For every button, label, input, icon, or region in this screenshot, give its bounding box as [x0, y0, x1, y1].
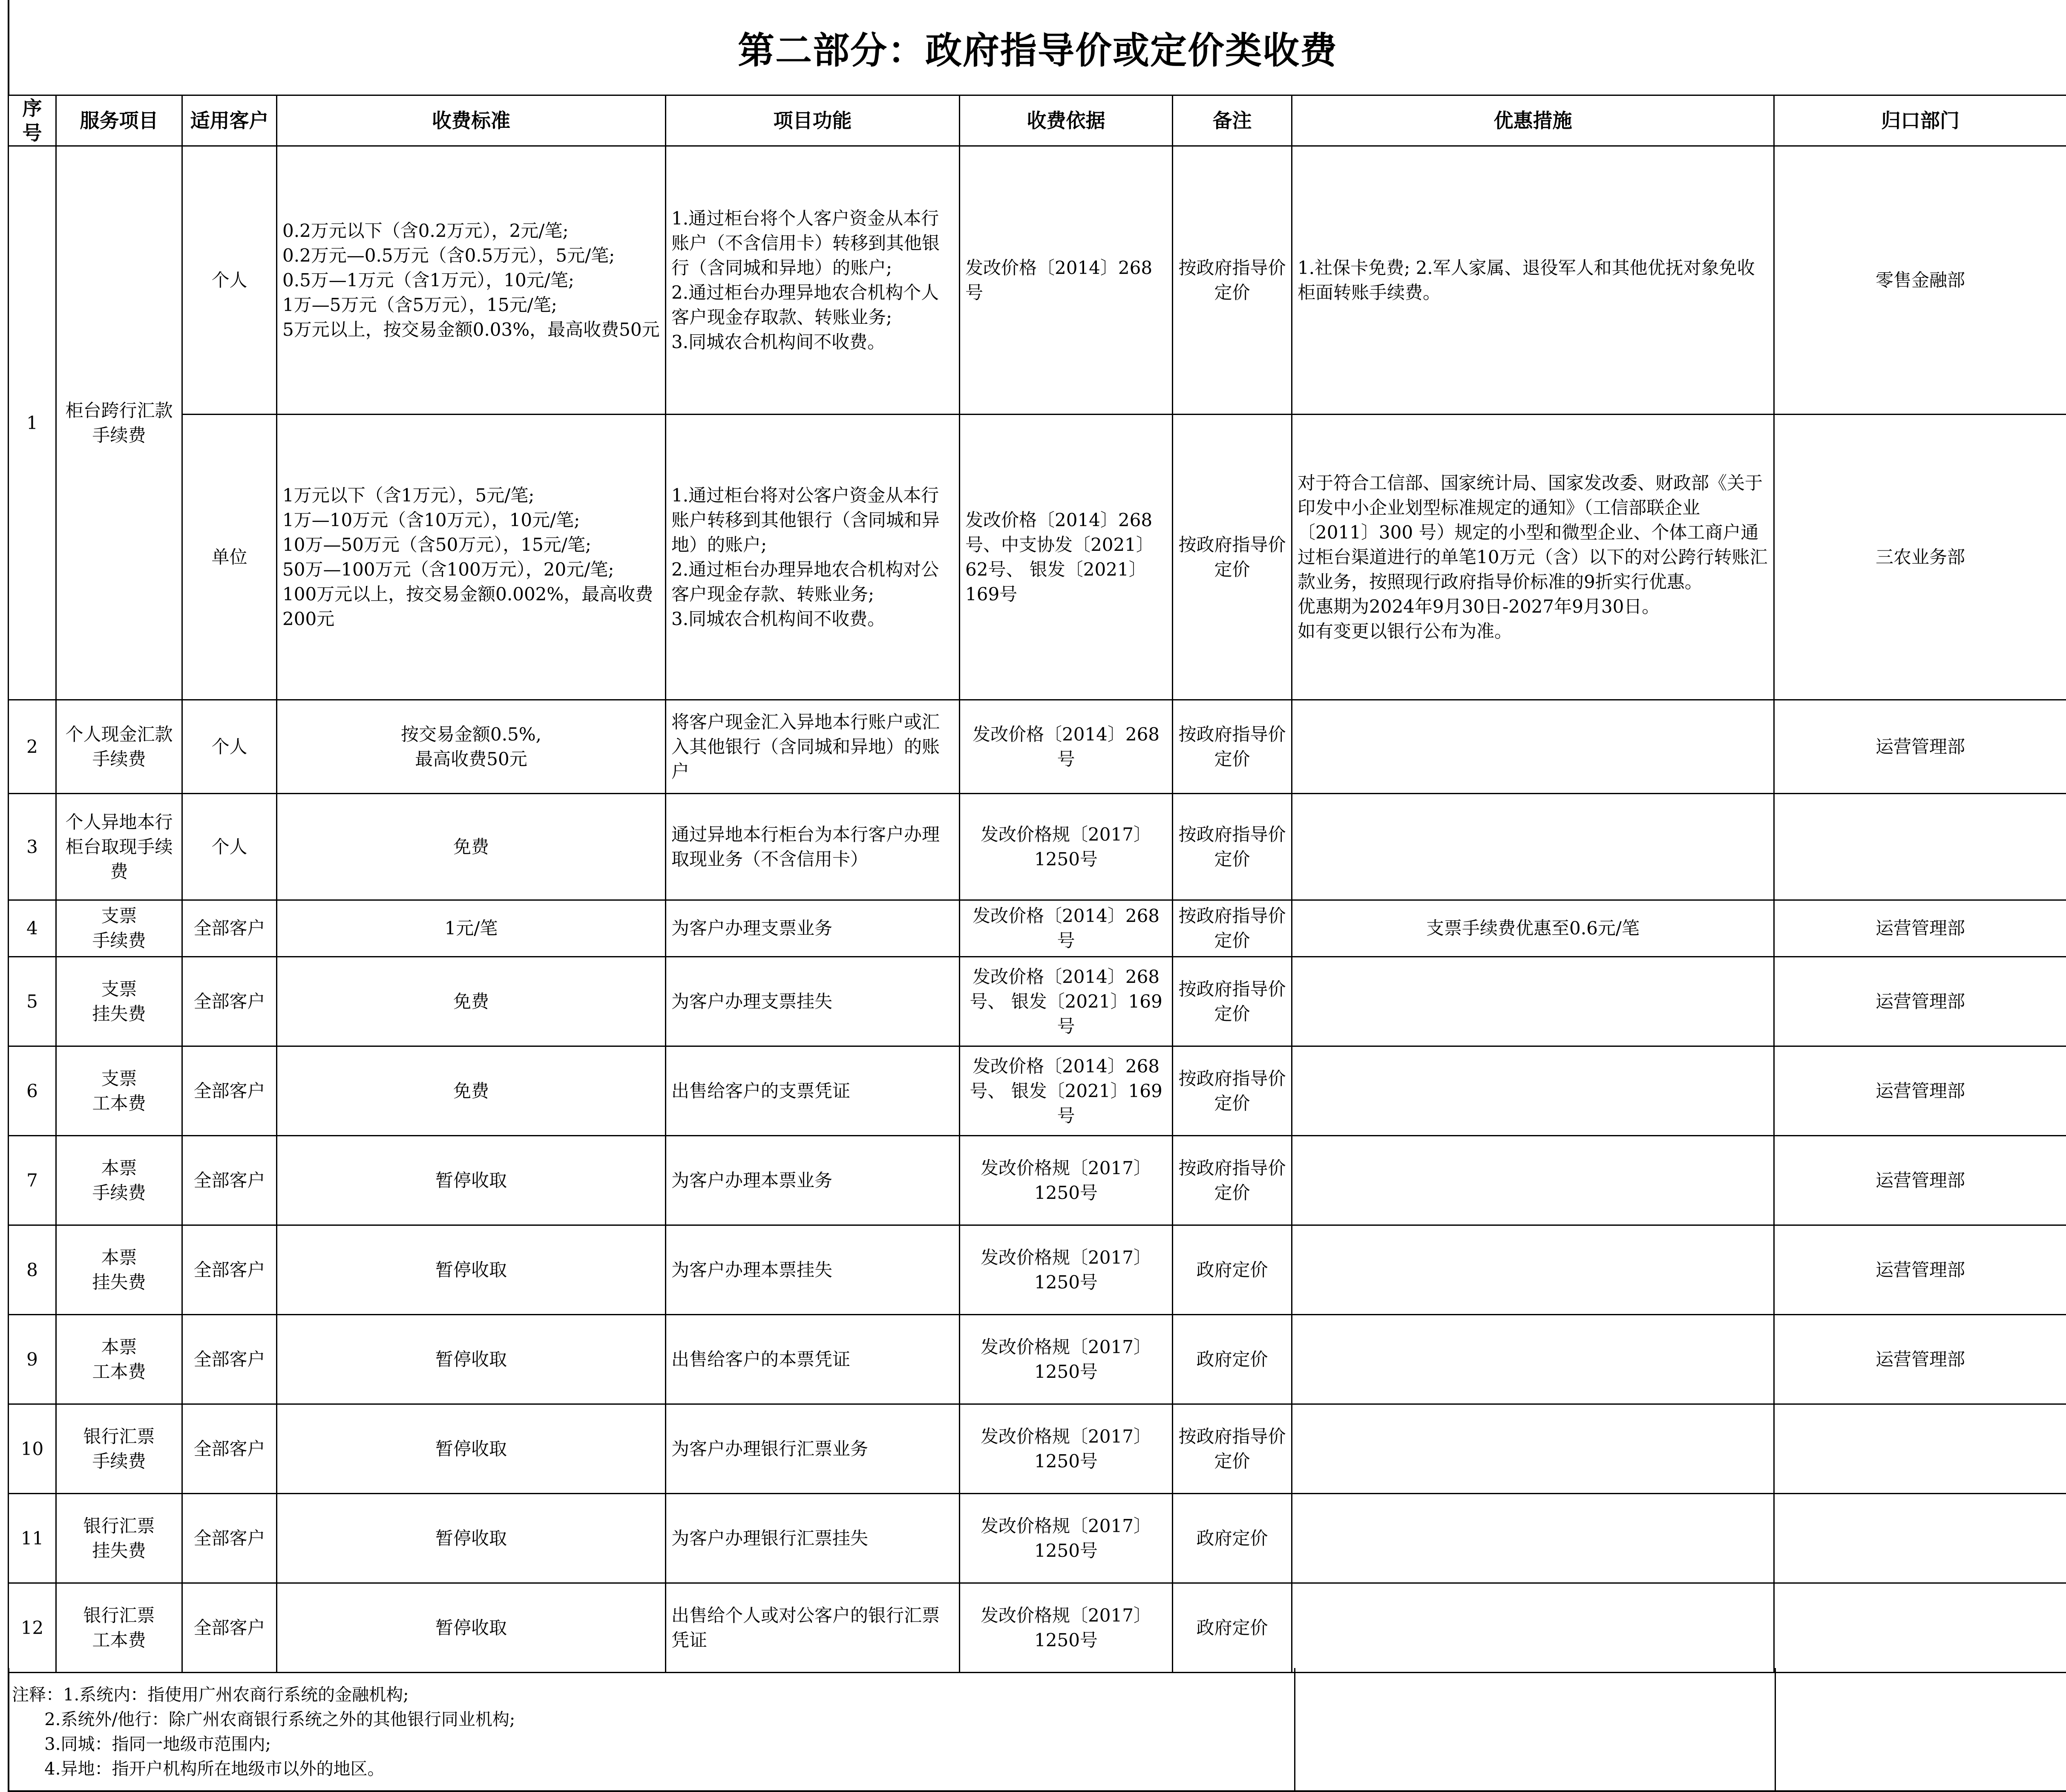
remark: 政府定价 — [1173, 1583, 1292, 1673]
header-cell: 备注 — [1173, 95, 1292, 146]
department: 运营管理部 — [1774, 700, 2066, 794]
discount — [1292, 1404, 1774, 1494]
item-function: 为客户办理银行汇票业务 — [666, 1404, 960, 1494]
service-item: 银行汇票 挂失费 — [56, 1494, 182, 1583]
item-function: 为客户办理支票业务 — [666, 900, 960, 957]
customer-type: 全部客户 — [182, 1046, 277, 1136]
discount — [1292, 1136, 1774, 1225]
header-cell: 服务项目 — [56, 95, 182, 146]
header-cell: 项目功能 — [666, 95, 960, 146]
row-number: 6 — [9, 1046, 56, 1136]
customer-type: 全部客户 — [182, 1136, 277, 1225]
fee-basis: 发改价格〔2014〕268号、中支协发〔2021〕62号、 银发〔2021〕169号 — [960, 415, 1173, 700]
row-number: 10 — [9, 1404, 56, 1494]
item-function: 为客户办理银行汇票挂失 — [666, 1494, 960, 1583]
table-row — [9, 1225, 2066, 1315]
header-cell: 适用客户 — [182, 95, 277, 146]
customer-type: 全部客户 — [182, 1404, 277, 1494]
discount: 支票手续费优惠至0.6元/笔 — [1292, 900, 1774, 957]
department — [1774, 1494, 2066, 1583]
discount — [1292, 957, 1774, 1046]
fee-basis: 发改价格〔2014〕268号、 银发〔2021〕169号 — [960, 957, 1173, 1046]
remark: 按政府指导价定价 — [1173, 1404, 1292, 1494]
remark: 按政府指导价定价 — [1173, 1136, 1292, 1225]
customer-type: 单位 — [182, 415, 277, 700]
service-item: 支票 挂失费 — [56, 957, 182, 1046]
customer-type: 全部客户 — [182, 1315, 277, 1404]
discount — [1292, 794, 1774, 900]
fee-standard: 暂停收取 — [277, 1315, 666, 1404]
remark: 按政府指导价定价 — [1173, 1046, 1292, 1136]
row-number: 1 — [9, 146, 56, 700]
customer-type: 个人 — [182, 146, 277, 415]
remark: 按政府指导价定价 — [1173, 900, 1292, 957]
discount — [1292, 1225, 1774, 1315]
service-item: 支票 工本费 — [56, 1046, 182, 1136]
table-row — [9, 957, 2066, 1046]
table-row — [9, 1046, 2066, 1136]
department: 运营管理部 — [1774, 1136, 2066, 1225]
item-function: 将客户现金汇入异地本行账户或汇入其他银行（含同城和异地）的账户 — [666, 700, 960, 794]
table-row — [9, 146, 2066, 415]
remark: 政府定价 — [1173, 1315, 1292, 1404]
discount — [1292, 1583, 1774, 1673]
service-item: 支票 手续费 — [56, 900, 182, 957]
fee-basis: 发改价格〔2014〕268号 — [960, 146, 1173, 415]
department: 运营管理部 — [1774, 1225, 2066, 1315]
discount — [1292, 700, 1774, 794]
row-number: 12 — [9, 1583, 56, 1673]
fee-standard: 免费 — [277, 957, 666, 1046]
service-item: 个人现金汇款 手续费 — [56, 700, 182, 794]
department: 运营管理部 — [1774, 957, 2066, 1046]
row-number: 5 — [9, 957, 56, 1046]
discount — [1292, 1046, 1774, 1136]
table-row — [9, 1494, 2066, 1583]
service-item: 柜台跨行汇款 手续费 — [56, 146, 182, 700]
item-function: 1.通过柜台将对公客户资金从本行账户转移到其他银行（含同城和异地）的账户; 2.通过柜台办理异地农合机构对公客户现金存款、转账业务; 3.同城农合机构间不收费。 — [666, 415, 960, 700]
table-row — [9, 415, 2066, 700]
department: 三农业务部 — [1774, 415, 2066, 700]
fee-standard: 暂停收取 — [277, 1225, 666, 1315]
service-item: 本票 手续费 — [56, 1136, 182, 1225]
divider — [1775, 1668, 1776, 1790]
discount — [1292, 1494, 1774, 1583]
service-item: 本票 挂失费 — [56, 1225, 182, 1315]
remark: 按政府指导价定价 — [1173, 415, 1292, 700]
fee-basis: 发改价格规〔2017〕1250号 — [960, 794, 1173, 900]
table-row — [9, 1404, 2066, 1494]
customer-type: 全部客户 — [182, 1583, 277, 1673]
fee-basis: 发改价格〔2014〕268号、 银发〔2021〕169号 — [960, 1046, 1173, 1136]
discount — [1292, 1315, 1774, 1404]
item-function: 出售给客户的支票凭证 — [666, 1046, 960, 1136]
customer-type: 全部客户 — [182, 1225, 277, 1315]
customer-type: 个人 — [182, 700, 277, 794]
discount: 1.社保卡免费; 2.军人家属、退役军人和其他优抚对象免收柜面转账手续费。 — [1292, 146, 1774, 415]
fee-basis: 发改价格规〔2017〕1250号 — [960, 1583, 1173, 1673]
department — [1774, 1404, 2066, 1494]
fee-table — [8, 95, 2066, 1673]
row-number: 7 — [9, 1136, 56, 1225]
row-number: 2 — [9, 700, 56, 794]
remark: 政府定价 — [1173, 1225, 1292, 1315]
header-row — [9, 95, 2066, 146]
item-function: 为客户办理本票挂失 — [666, 1225, 960, 1315]
header-cell: 序号 — [9, 95, 56, 146]
department: 运营管理部 — [1774, 900, 2066, 957]
header-cell: 优惠措施 — [1292, 95, 1774, 146]
table-body — [9, 146, 2066, 1673]
notes-area — [8, 1668, 2066, 1792]
table-row — [9, 1136, 2066, 1225]
header-cell: 归口部门 — [1774, 95, 2066, 146]
table-row — [9, 700, 2066, 794]
service-item: 个人异地本行柜台取现手续费 — [56, 794, 182, 900]
fee-standard: 免费 — [277, 1046, 666, 1136]
department: 运营管理部 — [1774, 1046, 2066, 1136]
department: 零售金融部 — [1774, 146, 2066, 415]
remark: 政府定价 — [1173, 1494, 1292, 1583]
fee-standard: 暂停收取 — [277, 1583, 666, 1673]
customer-type: 全部客户 — [182, 957, 277, 1046]
item-function: 为客户办理本票业务 — [666, 1136, 960, 1225]
customer-type: 个人 — [182, 794, 277, 900]
fee-basis: 发改价格规〔2017〕1250号 — [960, 1315, 1173, 1404]
customer-type: 全部客户 — [182, 1494, 277, 1583]
header-cell: 收费依据 — [960, 95, 1173, 146]
row-number: 4 — [9, 900, 56, 957]
row-number: 11 — [9, 1494, 56, 1583]
fee-standard: 1万元以下（含1万元），5元/笔; 1万—10万元（含10万元），10元/笔; 10万—50万元（含50万元），15元/笔; 50万—100万元（含100万元），20元/笔; 100万元以上，按交易金额0.002%，最高收费200元 — [277, 415, 666, 700]
fee-standard: 0.2万元以下（含0.2万元），2元/笔; 0.2万元—0.5万元（含0.5万元），5元/笔; 0.5万—1万元（含1万元），10元/笔; 1万—5万元（含5万元），15元/笔; 5万元以上，按交易金额0.03%，最高收费50元 — [277, 146, 666, 415]
fee-standard: 暂停收取 — [277, 1404, 666, 1494]
customer-type: 全部客户 — [182, 900, 277, 957]
service-item: 本票 工本费 — [56, 1315, 182, 1404]
fee-standard: 暂停收取 — [277, 1136, 666, 1225]
item-function: 为客户办理支票挂失 — [666, 957, 960, 1046]
title-row — [8, 0, 2066, 95]
remark: 按政府指导价定价 — [1173, 794, 1292, 900]
fee-basis: 发改价格规〔2017〕1250号 — [960, 1404, 1173, 1494]
remark: 按政府指导价定价 — [1173, 700, 1292, 794]
department — [1774, 1583, 2066, 1673]
header-cell: 收费标准 — [277, 95, 666, 146]
item-function: 出售给客户的本票凭证 — [666, 1315, 960, 1404]
service-item: 银行汇票 手续费 — [56, 1404, 182, 1494]
fee-standard: 暂停收取 — [277, 1494, 666, 1583]
table-row — [9, 794, 2066, 900]
remark: 按政府指导价定价 — [1173, 957, 1292, 1046]
divider — [1294, 1668, 1295, 1790]
row-number: 3 — [9, 794, 56, 900]
table-row — [9, 1315, 2066, 1404]
fee-basis: 发改价格规〔2017〕1250号 — [960, 1494, 1173, 1583]
table-row — [9, 900, 2066, 957]
fee-basis: 发改价格〔2014〕268号 — [960, 700, 1173, 794]
fee-standard: 免费 — [277, 794, 666, 900]
fee-standard: 1元/笔 — [277, 900, 666, 957]
row-number: 8 — [9, 1225, 56, 1315]
notes-text: 注释：1.系统内：指使用广州农商行系统的金融机构; 2.系统外/他行：除广州农商银行系统之外的其他银行同业机构; 3.同城：指同一地级市范围内; 4.异地：指开户机构所在地级市以外的地区。 — [12, 1685, 515, 1779]
page-title: 第二部分：政府指导价或定价类收费 — [738, 29, 1338, 72]
fee-basis: 发改价格规〔2017〕1250号 — [960, 1136, 1173, 1225]
service-item: 银行汇票 工本费 — [56, 1583, 182, 1673]
row-number: 9 — [9, 1315, 56, 1404]
item-function: 1.通过柜台将个人客户资金从本行账户（不含信用卡）转移到其他银行（含同城和异地）的账户; 2.通过柜台办理异地农合机构个人客户现金存取款、转账业务; 3.同城农合机构间不收费。 — [666, 146, 960, 415]
table-row — [9, 1583, 2066, 1673]
department: 运营管理部 — [1774, 1315, 2066, 1404]
discount: 对于符合工信部、国家统计局、国家发改委、财政部《关于印发中小企业划型标准规定的通知》（工信部联企业〔2011〕300 号）规定的小型和微型企业、个体工商户通过柜台渠道进行的单笔10万元（含）以下的对公跨行转账汇款业务，按照现行政府指导价标准的9折实行优惠。 优惠期为2024年9月30日-2027年9月30日。 如有变更以银行公布为准。 — [1292, 415, 1774, 700]
item-function: 通过异地本行柜台为本行客户办理取现业务（不含信用卡） — [666, 794, 960, 900]
fee-basis: 发改价格规〔2017〕1250号 — [960, 1225, 1173, 1315]
fee-basis: 发改价格〔2014〕268号 — [960, 900, 1173, 957]
department — [1774, 794, 2066, 900]
fee-standard: 按交易金额0.5%, 最高收费50元 — [277, 700, 666, 794]
remark: 按政府指导价定价 — [1173, 146, 1292, 415]
item-function: 出售给个人或对公客户的银行汇票凭证 — [666, 1583, 960, 1673]
